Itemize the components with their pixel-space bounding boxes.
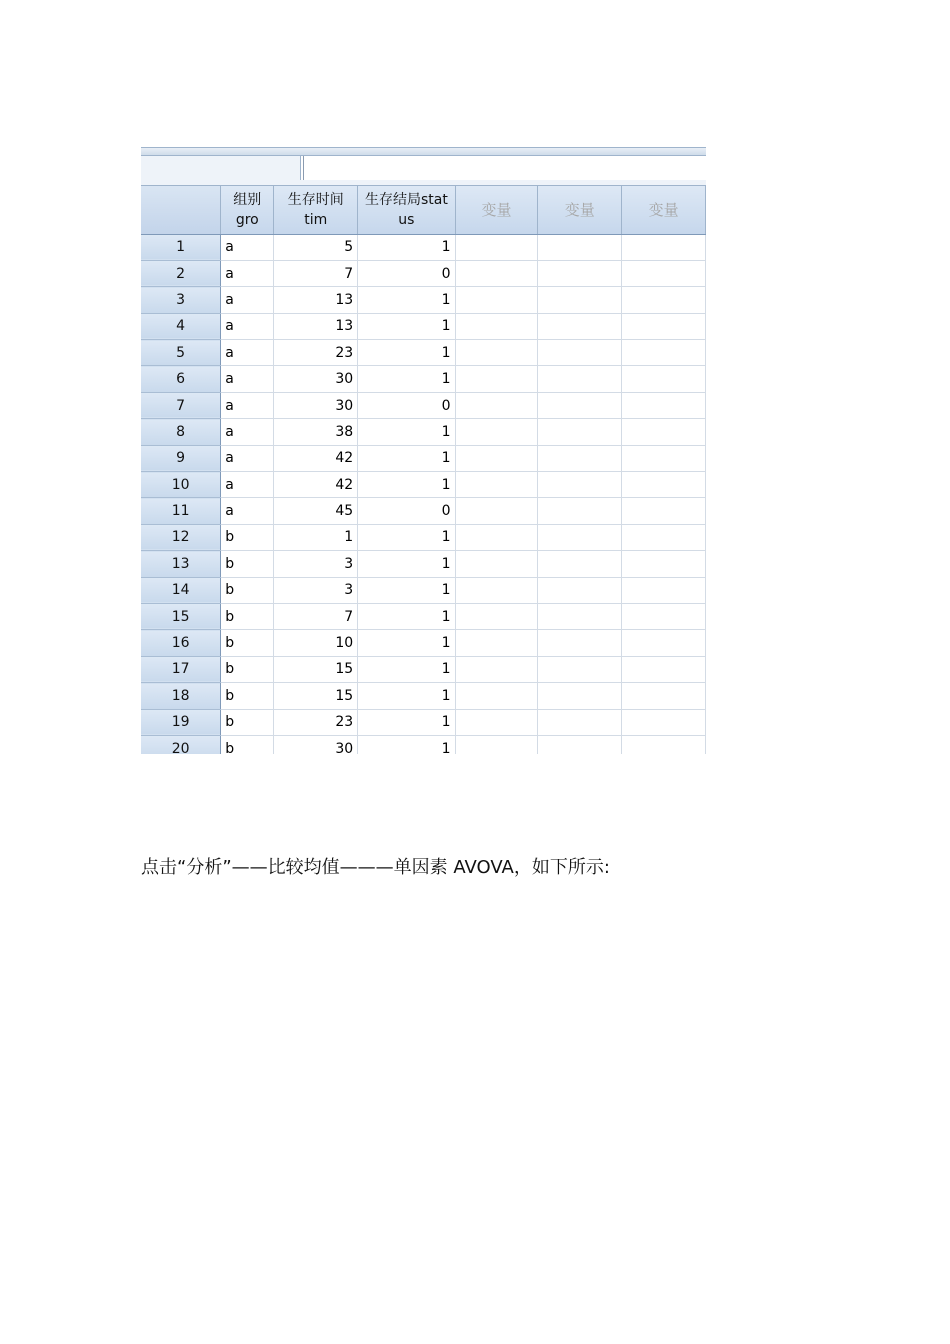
cell-empty[interactable] — [538, 234, 622, 260]
cell-time[interactable]: 15 — [274, 656, 358, 682]
cell-empty[interactable] — [455, 260, 538, 286]
cell-time[interactable]: 23 — [274, 340, 358, 366]
cell-group[interactable]: a — [221, 366, 274, 392]
column-header-empty-var[interactable]: 变量 — [538, 186, 622, 234]
column-header-line2: us — [398, 211, 415, 228]
column-header-line2: gro — [235, 211, 259, 228]
cell-time[interactable]: 3 — [274, 577, 358, 603]
table-row — [141, 577, 706, 603]
table-row — [141, 419, 706, 445]
cell-empty[interactable] — [455, 498, 538, 524]
cell-empty[interactable] — [538, 551, 622, 577]
cell-group[interactable]: a — [221, 260, 274, 286]
cell-status[interactable]: 1 — [358, 287, 455, 313]
column-header-empty-var[interactable]: 变量 — [455, 186, 538, 234]
cell-empty[interactable] — [455, 630, 538, 656]
instruction-text: 点击“分析”——比较均值———单因素 AVOVA，如下所示: — [141, 857, 610, 878]
cell-empty[interactable] — [538, 472, 622, 498]
data-grid — [141, 186, 706, 754]
row-number-cell[interactable]: 20 — [141, 735, 221, 754]
cell-empty[interactable] — [455, 577, 538, 603]
table-row — [141, 709, 706, 735]
cell-time[interactable]: 42 — [274, 472, 358, 498]
cell-empty[interactable] — [455, 472, 538, 498]
cell-empty[interactable] — [622, 260, 706, 286]
column-header-line1: 组别 — [233, 191, 262, 208]
column-header-line1: 生存时间 — [287, 191, 344, 208]
cell-empty[interactable] — [622, 735, 706, 754]
table-row — [141, 313, 706, 339]
cell-group[interactable]: b — [221, 577, 274, 603]
cell-group[interactable]: b — [221, 524, 274, 550]
cell-time[interactable]: 10 — [274, 630, 358, 656]
cell-status[interactable]: 1 — [358, 630, 455, 656]
cell-empty[interactable] — [622, 603, 706, 629]
cell-status[interactable]: 1 — [358, 313, 455, 339]
cell-status[interactable]: 1 — [358, 709, 455, 735]
row-number-cell[interactable]: 5 — [141, 340, 221, 366]
row-number-cell[interactable]: 14 — [141, 577, 221, 603]
column-header-empty-var[interactable]: 变量 — [622, 186, 706, 234]
cell-time[interactable]: 3 — [274, 551, 358, 577]
cell-empty[interactable] — [538, 603, 622, 629]
table-row — [141, 472, 706, 498]
cell-time[interactable]: 30 — [274, 735, 358, 754]
cell-group[interactable]: a — [221, 445, 274, 471]
cell-empty[interactable] — [622, 313, 706, 339]
cell-empty[interactable] — [455, 656, 538, 682]
cell-group[interactable]: a — [221, 313, 274, 339]
cell-group[interactable]: b — [221, 683, 274, 709]
cell-empty[interactable] — [622, 340, 706, 366]
cell-time[interactable]: 7 — [274, 603, 358, 629]
table-row — [141, 656, 706, 682]
table-row — [141, 287, 706, 313]
cell-empty[interactable] — [538, 524, 622, 550]
cell-status[interactable]: 1 — [358, 603, 455, 629]
row-number-cell[interactable]: 6 — [141, 366, 221, 392]
cell-group[interactable]: a — [221, 340, 274, 366]
row-number-cell[interactable]: 10 — [141, 472, 221, 498]
cell-empty[interactable] — [622, 656, 706, 682]
cell-time[interactable]: 1 — [274, 524, 358, 550]
cell-empty[interactable] — [455, 524, 538, 550]
cell-empty[interactable] — [455, 735, 538, 754]
cell-empty[interactable] — [455, 603, 538, 629]
cell-empty[interactable] — [622, 419, 706, 445]
cell-empty[interactable] — [538, 577, 622, 603]
cell-empty[interactable] — [538, 445, 622, 471]
cell-group[interactable]: a — [221, 287, 274, 313]
cell-empty[interactable] — [622, 392, 706, 418]
column-header-status[interactable] — [358, 186, 455, 234]
cell-group[interactable]: a — [221, 234, 274, 260]
cell-group[interactable]: b — [221, 551, 274, 577]
cell-group[interactable]: a — [221, 392, 274, 418]
table-row — [141, 445, 706, 471]
row-number-cell[interactable]: 18 — [141, 683, 221, 709]
cell-group[interactable]: a — [221, 419, 274, 445]
cell-empty[interactable] — [622, 234, 706, 260]
cell-empty[interactable] — [622, 524, 706, 550]
cell-group[interactable]: a — [221, 472, 274, 498]
cell-empty[interactable] — [538, 735, 622, 754]
cell-empty[interactable] — [538, 709, 622, 735]
cell-empty[interactable] — [538, 419, 622, 445]
table-row — [141, 630, 706, 656]
cell-empty[interactable] — [622, 577, 706, 603]
cell-status[interactable]: 1 — [358, 551, 455, 577]
column-header-group[interactable] — [221, 186, 274, 234]
cell-empty[interactable] — [455, 551, 538, 577]
cell-status[interactable]: 1 — [358, 524, 455, 550]
cell-time[interactable]: 38 — [274, 419, 358, 445]
cell-status[interactable]: 1 — [358, 419, 455, 445]
cell-empty[interactable] — [455, 313, 538, 339]
cell-reference-box[interactable] — [141, 156, 301, 180]
cell-empty[interactable] — [538, 287, 622, 313]
cell-time[interactable]: 23 — [274, 709, 358, 735]
cell-empty[interactable] — [538, 498, 622, 524]
cell-time[interactable]: 13 — [274, 313, 358, 339]
cell-time[interactable]: 30 — [274, 392, 358, 418]
row-number-cell[interactable]: 4 — [141, 313, 221, 339]
table-row — [141, 392, 706, 418]
cell-group[interactable]: b — [221, 709, 274, 735]
cell-time[interactable]: 15 — [274, 683, 358, 709]
cell-status[interactable]: 1 — [358, 735, 455, 754]
cell-value-editor[interactable] — [303, 156, 706, 180]
row-number-cell[interactable]: 11 — [141, 498, 221, 524]
table-row — [141, 524, 706, 550]
column-header-line1: 生存结局stat — [364, 191, 448, 208]
row-number-cell[interactable]: 1 — [141, 234, 221, 260]
row-number-cell[interactable]: 19 — [141, 709, 221, 735]
cell-empty[interactable] — [538, 260, 622, 286]
table-row — [141, 340, 706, 366]
cell-status[interactable]: 1 — [358, 683, 455, 709]
cell-empty[interactable] — [538, 313, 622, 339]
cell-empty[interactable] — [455, 445, 538, 471]
cell-empty[interactable] — [538, 683, 622, 709]
cell-empty[interactable] — [455, 709, 538, 735]
row-number-cell[interactable]: 12 — [141, 524, 221, 550]
cell-empty[interactable] — [622, 366, 706, 392]
table-row — [141, 234, 706, 260]
cell-empty[interactable] — [622, 287, 706, 313]
cell-status[interactable]: 0 — [358, 392, 455, 418]
row-number-cell[interactable]: 13 — [141, 551, 221, 577]
cell-status[interactable]: 0 — [358, 498, 455, 524]
row-number-cell[interactable]: 15 — [141, 603, 221, 629]
row-number-cell[interactable]: 16 — [141, 630, 221, 656]
cell-empty[interactable] — [538, 340, 622, 366]
cell-time[interactable]: 13 — [274, 287, 358, 313]
row-number-cell[interactable]: 8 — [141, 419, 221, 445]
row-number-cell[interactable]: 2 — [141, 260, 221, 286]
cell-empty[interactable] — [538, 630, 622, 656]
cell-status[interactable]: 1 — [358, 577, 455, 603]
table-row — [141, 551, 706, 577]
row-number-cell[interactable]: 9 — [141, 445, 221, 471]
table-row — [141, 683, 706, 709]
cell-status[interactable]: 1 — [358, 472, 455, 498]
table-row — [141, 498, 706, 524]
spss-data-view-screenshot — [141, 147, 706, 754]
cell-status[interactable]: 1 — [358, 234, 455, 260]
cell-group[interactable]: b — [221, 656, 274, 682]
cell-empty[interactable] — [455, 340, 538, 366]
cell-time[interactable]: 42 — [274, 445, 358, 471]
cell-status[interactable]: 0 — [358, 260, 455, 286]
cell-status[interactable]: 1 — [358, 366, 455, 392]
cell-group[interactable]: b — [221, 603, 274, 629]
cell-time[interactable]: 30 — [274, 366, 358, 392]
cell-empty[interactable] — [622, 551, 706, 577]
corner-cell[interactable] — [141, 186, 221, 234]
cell-empty[interactable] — [622, 683, 706, 709]
toolbar-strip — [141, 147, 706, 156]
cell-empty[interactable] — [622, 498, 706, 524]
cell-empty[interactable] — [455, 234, 538, 260]
header-row — [141, 186, 706, 234]
cell-empty[interactable] — [455, 392, 538, 418]
cell-empty[interactable] — [622, 630, 706, 656]
table-row — [141, 260, 706, 286]
cell-time[interactable]: 7 — [274, 260, 358, 286]
cell-empty[interactable] — [538, 392, 622, 418]
cell-group[interactable]: a — [221, 498, 274, 524]
cell-empty[interactable] — [538, 656, 622, 682]
table-row — [141, 735, 706, 754]
cell-status[interactable]: 1 — [358, 445, 455, 471]
table-row — [141, 603, 706, 629]
cell-group[interactable]: b — [221, 630, 274, 656]
cell-empty[interactable] — [538, 366, 622, 392]
cell-status[interactable]: 1 — [358, 656, 455, 682]
cell-time[interactable]: 45 — [274, 498, 358, 524]
cell-empty[interactable] — [455, 366, 538, 392]
cell-time[interactable]: 5 — [274, 234, 358, 260]
row-number-cell[interactable]: 7 — [141, 392, 221, 418]
cell-empty[interactable] — [455, 683, 538, 709]
column-header-time[interactable] — [274, 186, 358, 234]
cell-empty[interactable] — [622, 709, 706, 735]
cell-empty[interactable] — [622, 445, 706, 471]
row-number-cell[interactable]: 3 — [141, 287, 221, 313]
column-header-line2: tim — [304, 211, 328, 228]
cell-status[interactable]: 1 — [358, 340, 455, 366]
table-row — [141, 366, 706, 392]
cell-empty[interactable] — [455, 419, 538, 445]
cell-empty[interactable] — [455, 287, 538, 313]
cell-group[interactable]: b — [221, 735, 274, 754]
cell-empty[interactable] — [622, 472, 706, 498]
row-number-cell[interactable]: 17 — [141, 656, 221, 682]
